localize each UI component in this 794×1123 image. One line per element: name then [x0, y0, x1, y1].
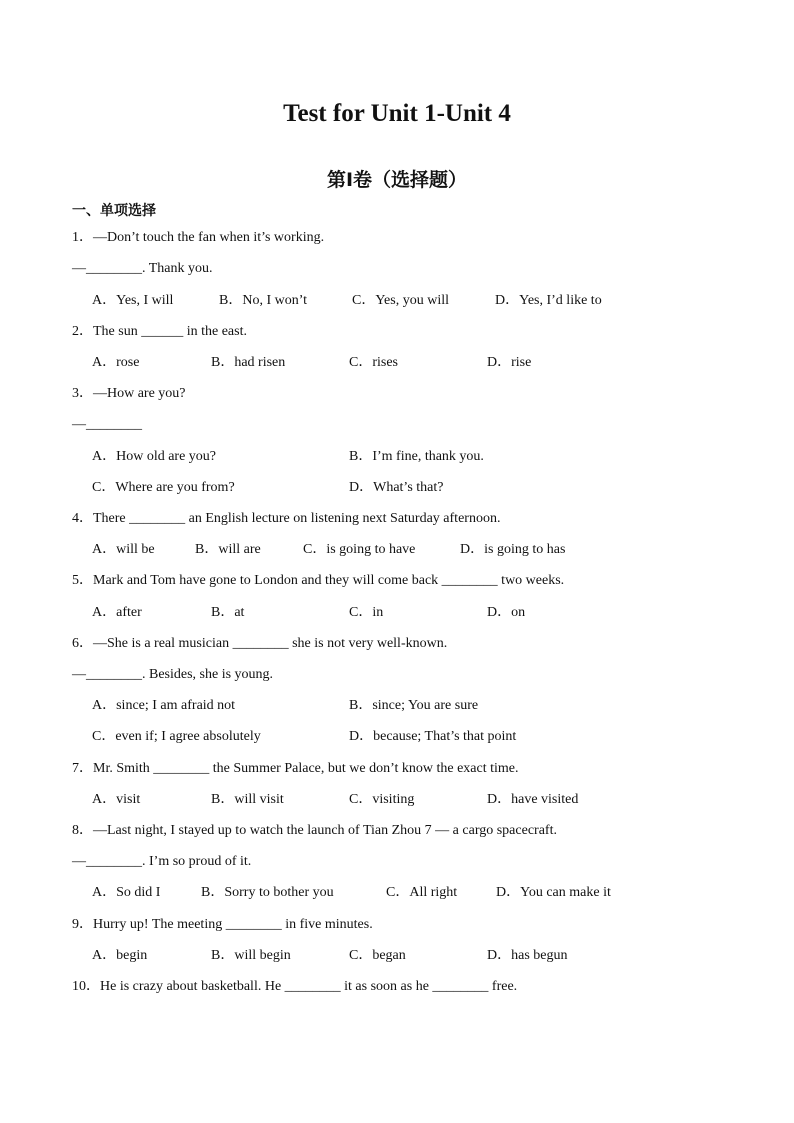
- question-6-option-d: D．because; That’s that point: [349, 729, 517, 744]
- question-5-option-a: A．after: [92, 605, 142, 620]
- question-3-option-d: D．What’s that?: [349, 480, 444, 495]
- question-5-option-d: D．on: [487, 605, 526, 620]
- section-heading: 一、单项选择: [72, 203, 156, 219]
- question-9-option-c: C．began: [349, 948, 406, 963]
- question-2-option-a: A．rose: [92, 355, 140, 370]
- question-2-option-d: D．rise: [487, 355, 532, 370]
- question-6-option-a: A．since; I am afraid not: [92, 698, 236, 713]
- question-7-option-a: A．visit: [92, 792, 141, 807]
- question-4-option-a: A．will be: [92, 542, 155, 557]
- question-1-option-c: C．Yes, you will: [352, 293, 449, 308]
- question-1-reply: —________. Thank you.: [72, 261, 213, 276]
- question-9-stem: 9．Hurry up! The meeting ________ in five minutes.: [72, 917, 373, 932]
- question-8-option-a: A．So did I: [92, 885, 161, 900]
- question-2-stem: 2．The sun ______ in the east.: [72, 324, 247, 339]
- question-8-reply: —________. I’m so proud of it.: [72, 854, 252, 869]
- question-4-option-c: C．is going to have: [303, 542, 416, 557]
- page-title: Test for Unit 1-Unit 4: [283, 100, 511, 127]
- part-heading: 第Ⅰ卷（选择题）: [326, 169, 468, 191]
- question-7-stem: 7．Mr. Smith ________ the Summer Palace, but we don’t know the exact time.: [72, 761, 519, 776]
- question-3-stem: 3．—How are you?: [72, 386, 186, 401]
- question-1-option-a: A．Yes, I will: [92, 293, 174, 308]
- question-8-stem: 8．—Last night, I stayed up to watch the launch of Tian Zhou 7 — a cargo spacecraft.: [72, 823, 557, 838]
- question-3-reply: —________: [72, 417, 142, 432]
- question-6-reply: —________. Besides, she is young.: [72, 667, 274, 682]
- question-3-option-c: C．Where are you from?: [92, 480, 235, 495]
- question-8-option-b: B．Sorry to bother you: [201, 885, 334, 900]
- question-6-option-c: C．even if; I agree absolutely: [92, 729, 261, 744]
- question-1-option-b: B．No, I won’t: [219, 293, 308, 308]
- question-2-option-c: C．rises: [349, 355, 398, 370]
- question-9-option-a: A．begin: [92, 948, 148, 963]
- question-3-option-a: A．How old are you?: [92, 449, 217, 464]
- question-7-option-c: C．visiting: [349, 792, 415, 807]
- question-4-option-d: D．is going to has: [460, 542, 566, 557]
- question-9-option-b: B．will begin: [211, 948, 291, 963]
- question-1-option-d: D．Yes, I’d like to: [495, 293, 602, 308]
- question-3-option-b: B．I’m fine, thank you.: [349, 449, 484, 464]
- question-8-option-c: C．All right: [386, 885, 458, 900]
- question-10-stem: 10．He is crazy about basketball. He ________ it as soon as he ________ free.: [72, 979, 518, 994]
- question-5-stem: 5．Mark and Tom have gone to London and they will come back ________ two weeks.: [72, 573, 565, 588]
- question-2-option-b: B．had risen: [211, 355, 286, 370]
- question-5-option-c: C．in: [349, 605, 384, 620]
- question-1-stem: 1．—Don’t touch the fan when it’s working.: [72, 230, 325, 245]
- question-9-option-d: D．has begun: [487, 948, 568, 963]
- question-4-stem: 4．There ________ an English lecture on listening next Saturday afternoon.: [72, 511, 501, 526]
- question-6-option-b: B．since; You are sure: [349, 698, 479, 713]
- question-4-option-b: B．will are: [195, 542, 261, 557]
- question-7-option-b: B．will visit: [211, 792, 284, 807]
- question-5-option-b: B．at: [211, 605, 245, 620]
- question-8-option-d: D．You can make it: [496, 885, 611, 900]
- question-6-stem: 6．—She is a real musician ________ she is not very well-known.: [72, 636, 448, 651]
- question-7-option-d: D．have visited: [487, 792, 579, 807]
